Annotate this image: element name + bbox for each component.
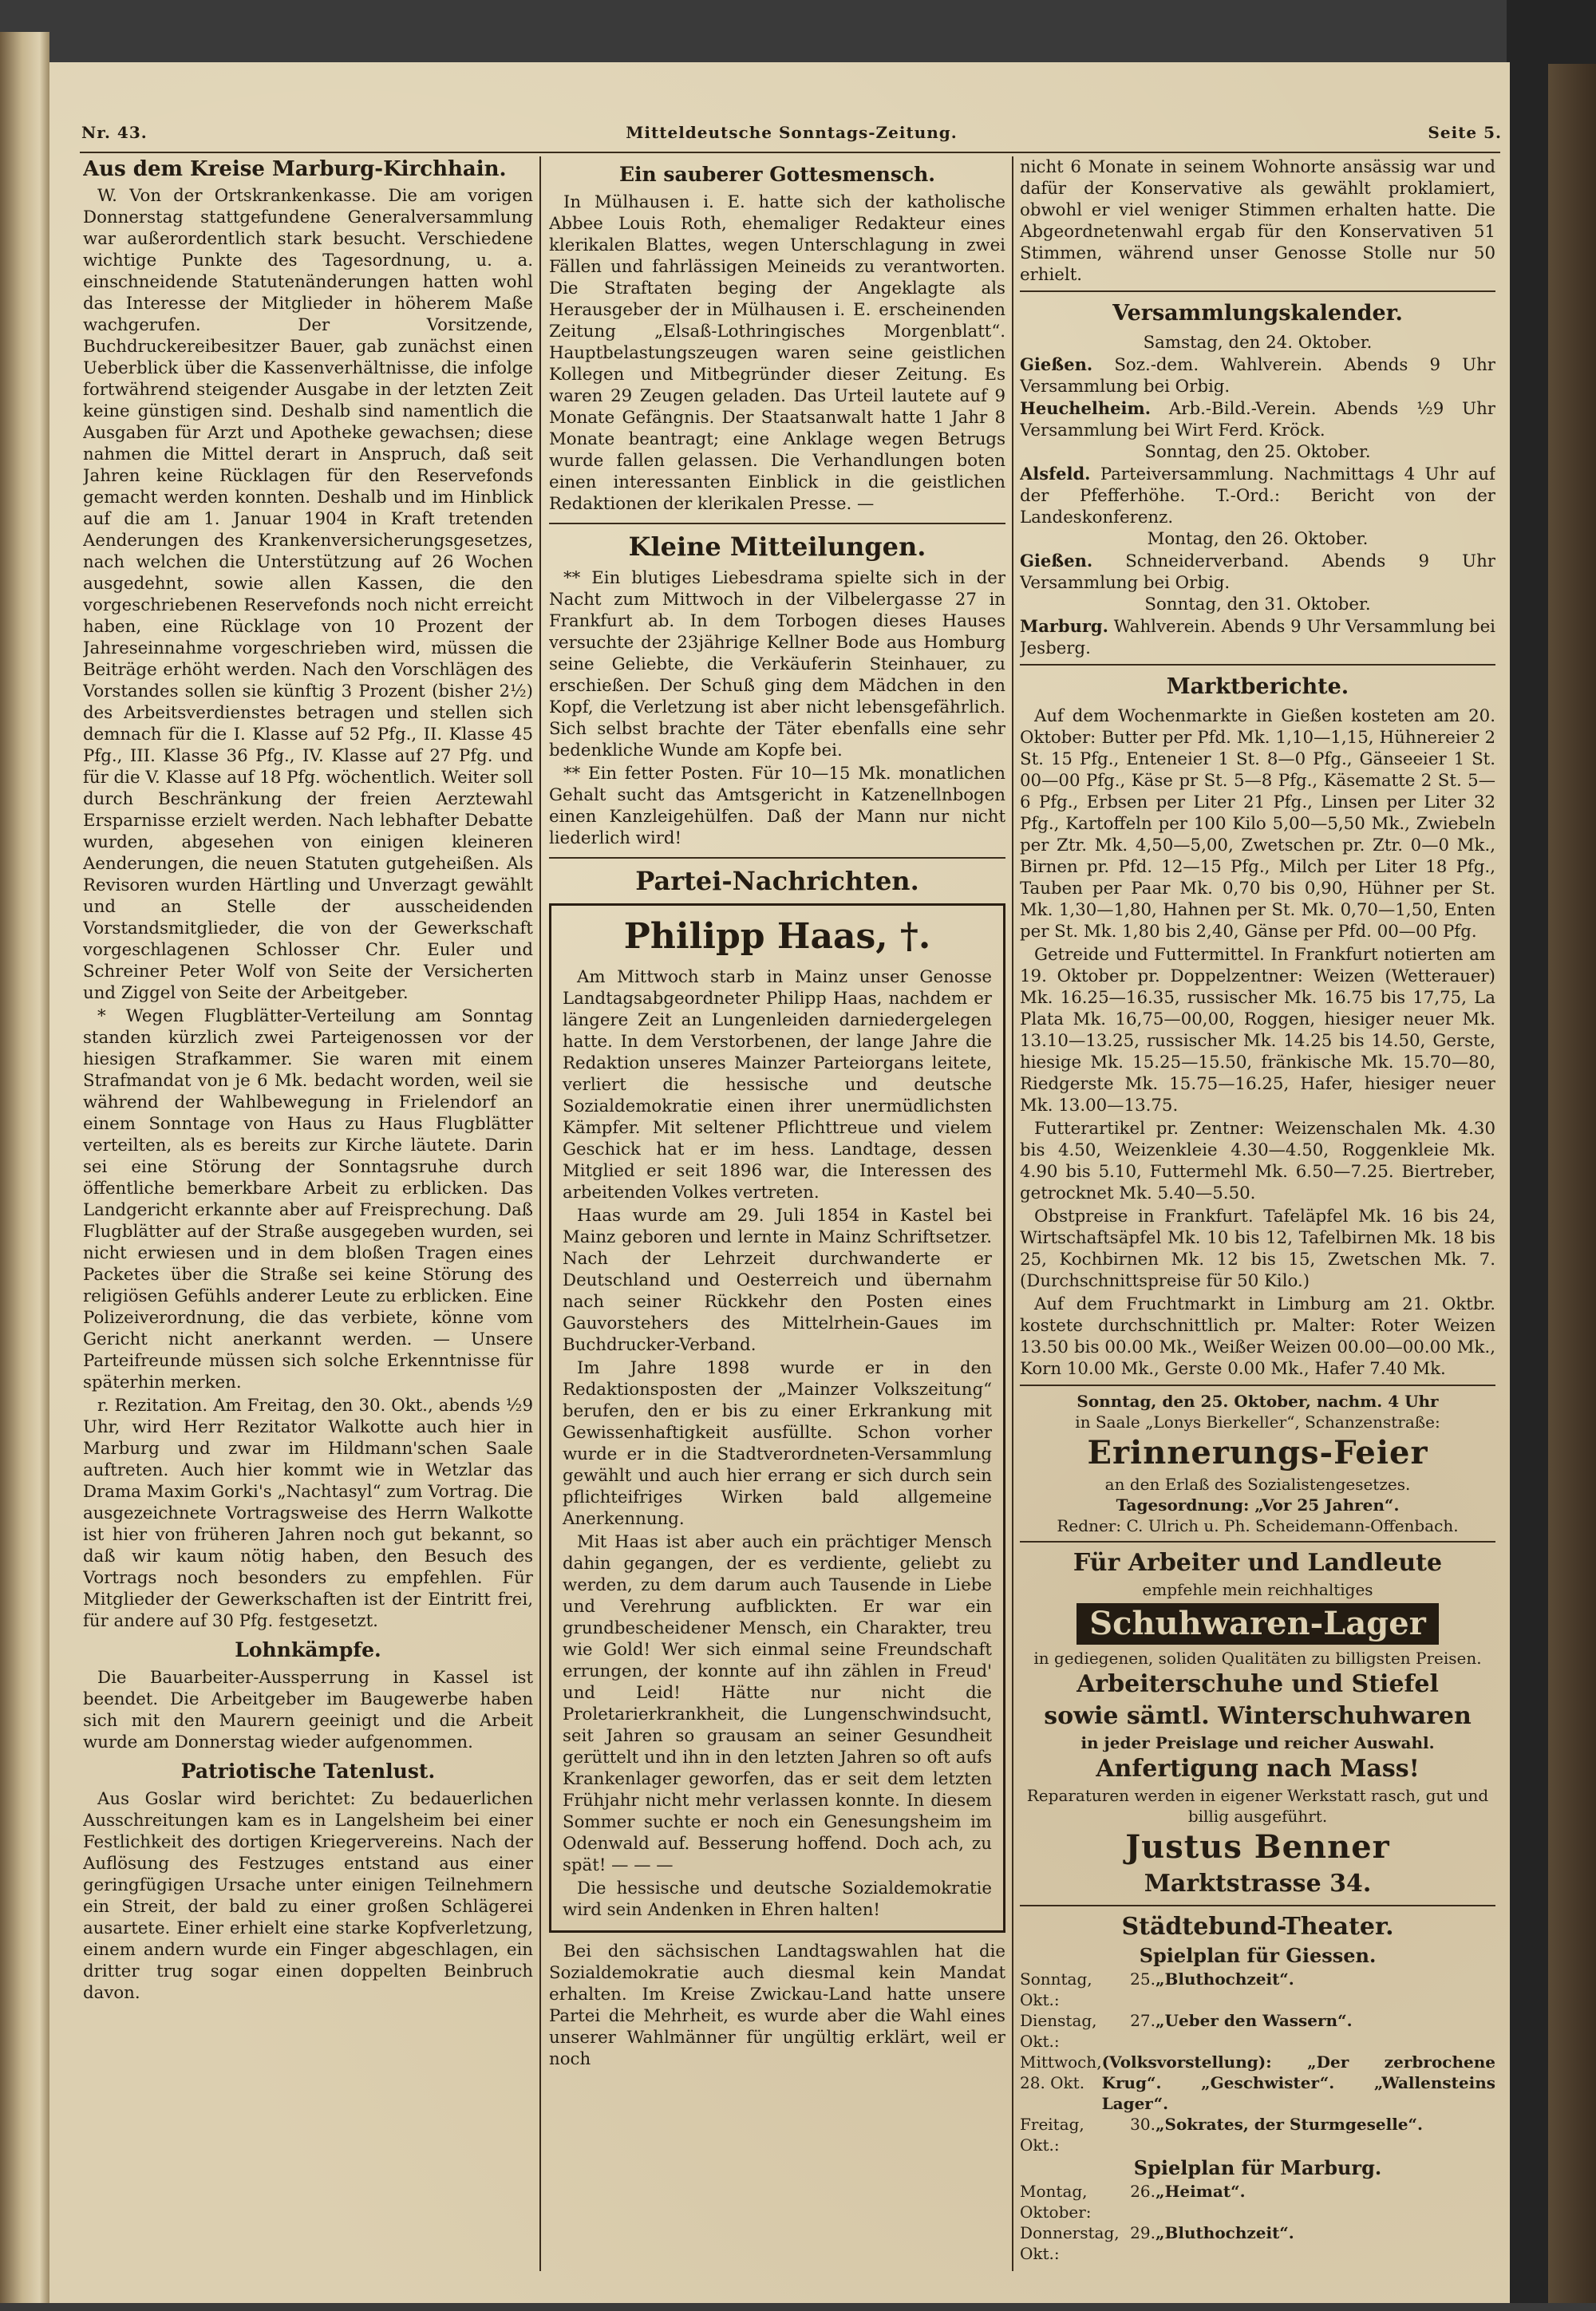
calendar-date: Sonntag, den 25. Oktober. — [1144, 442, 1371, 462]
article-liebesdrama: ** Ein blutiges Liebesdrama spielte sich in der Nacht zum Mittwoch in der Vilbelergasse 27 in Frankfurt ab. In dem Torbogen dieses Hauses versuchte der 23jährige Kellner Bode aus Homburg seine Geliebte, die Verkäuferin Steinhauer, zu erschießen. Der Schuß ging dem Mädchen in den Kopf, die Verletzung ist aber nicht lebensgefährlich. Sich selbst brachte der Täter ebenfalls eine sehr bedenkliche Wunde am Kopfe bei. — [549, 568, 1005, 760]
calendar-date: Sonntag, den 31. Oktober. — [1144, 595, 1371, 614]
ad-line: in gediegenen, soliden Qualitäten zu billigsten Preisen. — [1033, 1649, 1482, 1668]
heading-kleine-mitteilungen: Kleine Mitteilungen. — [549, 523, 1005, 563]
theater-date: Dienstag, 27. Okt.: — [1020, 2011, 1156, 2051]
obituary-box — [549, 903, 1005, 1933]
theater-date: Sonntag, 25. Okt.: — [1020, 1969, 1156, 2009]
calendar-date: Samstag, den 24. Oktober. — [1143, 333, 1373, 353]
obituary-paragraph: Im Jahre 1898 wurde er in den Redaktionsposten der „Mainzer Volkszeitung“ berufen, den er bis zu einer Erkrankung mit Gewissenhaftigkeit ausfüllte. Schon vorher wurde er in die Stadtverordneten-Versammlung gewählt und auch hier errang er sich durch sein pflichteifriges Wirken bald allgemeine Anerkennung. — [563, 1358, 992, 1529]
issue-number: Nr. 43. — [81, 123, 148, 142]
header-rule — [80, 152, 1500, 153]
calendar-text: Parteiversammlung. Nachmittags 4 Uhr auf der Pfefferhöhe. T.-Ord.: Bericht von der Landeskonferenz. — [1020, 464, 1495, 527]
column-middle — [549, 156, 1005, 2311]
previous-page-edge — [0, 32, 49, 2303]
divider — [1020, 664, 1495, 666]
theater-play: „Heimat“. — [1156, 2182, 1246, 2201]
ad-line: in Saale „Lonys Bierkeller“, Schanzenstraße: — [1075, 1412, 1440, 1432]
market-report: Futterartikel pr. Zentner: Weizenschalen Mk. 4.30 bis 4.50, Weizenkleie 4.30—4.50, Roggenkleie Mk. 4.90 bis 5.10, Futtermehl Mk. 6.50—7.25. Biertreber, getrocknet Mk. 5.40—5.50. — [1020, 1119, 1495, 1203]
calendar-text: Schneiderverband. Abends 9 Uhr Versammlung bei Orbig. — [1020, 551, 1495, 593]
ad-line: Sonntag, den 25. Oktober, nachm. 4 Uhr — [1077, 1392, 1439, 1411]
market-report: Obstpreise in Frankfurt. Tafeläpfel Mk. 16 bis 24, Wirtschaftsäpfel Mk. 10 bis 12, Tafelbirnen Mk. 18 bis 25, Kochbirnen Mk. 12 bis 15, Zwetschen Mk. 7. (Durchschnittspreise für 50 Kilo.) — [1020, 1207, 1495, 1291]
page-number: Seite 5. — [1428, 123, 1502, 142]
theater-play: „Bluthochzeit“. — [1156, 1969, 1294, 1989]
ad-line: Tagesordnung: „Vor 25 Jahren“. — [1116, 1495, 1400, 1515]
theater-row — [1020, 2181, 1495, 2222]
column-rule — [539, 156, 541, 2271]
ad-address: Marktstrasse 34. — [1144, 1870, 1372, 1898]
ad-title: Erinnerungs-Feier — [1087, 1434, 1428, 1472]
calendar-place: Gießen. — [1020, 354, 1093, 374]
divider — [1020, 1385, 1495, 1386]
calendar-entry — [1020, 397, 1495, 441]
ad-merchant-name: Justus Benner — [1125, 1828, 1390, 1866]
ad-line: an den Erlaß des Sozialistengesetzes. — [1104, 1475, 1411, 1494]
article-patriotische-tatenlust: Aus Goslar wird berichtet: Zu bedauerlichen Ausschreitungen kam es in Langelsheim bei einer Festlichkeit des dortigen Kriegervereins. Nach der Auflösung des Festzuges entstand aus einer geringfügigen Ursache unter einigen Teilnehmern ein Streit, der bald zu einer großen Schlägerei ausartete. Einer erhielt eine starke Kopfverletzung, einem andern wurde ein Finger abgeschlagen, ein dritter trug sogar einen doppelten Beinbruch davon. — [83, 1789, 533, 2003]
theater-subtitle: Spielplan für Marburg. — [1133, 2156, 1382, 2179]
theater-row — [1020, 2010, 1495, 2052]
theater-program — [1020, 1911, 1495, 2264]
ad-line: sowie sämtl. Winterschuhwaren — [1044, 1702, 1472, 1730]
heading-patriotische-tatenlust: Patriotische Tatenlust. — [180, 1760, 436, 1783]
theater-date: Donnerstag, 29. Okt.: — [1020, 2223, 1156, 2263]
heading-lohnkaempfe: Lohnkämpfe. — [235, 1638, 381, 1661]
column-right — [1020, 156, 1495, 2311]
theater-play: „Ueber den Wassern“. — [1156, 2011, 1353, 2030]
theater-title: Städtebund-Theater. — [1121, 1913, 1394, 1941]
ad-line: Anfertigung nach Mass! — [1096, 1755, 1420, 1783]
theater-subtitle: Spielplan für Giessen. — [1139, 1944, 1377, 1967]
heading-versammlungskalender: Versammlungskalender. — [1112, 301, 1403, 326]
obituary-paragraph: Mit Haas ist aber auch ein prächtiger Mensch dahin gegangen, der es verdiente, geliebt zu werden, zu dem darum auch Tausende in Liebe und Verehrung aufblickten. Er war ein grundbescheidener Mensch, ein Charakter, treu wie Gold! Wer sich einmal seine Freundschaft errungen, der konnte auf ihn zählen in Freud' und Leid! Hätte nur nicht die Proletarierkrankheit, die Lungenschwindsucht, seit Jahren so grausam an seiner Gesundheit gerüttelt und ihn in den letzten Jahren so oft aufs Krankenlager geworfen, das er seit dem letzten Frühjahr nicht mehr verlassen konnte. In diesem Sommer suchte er noch ein Genesungsheim im Odenwald auf. Besserung hoffend. Doch ach, zu spät! — — — — [563, 1532, 992, 1875]
obituary-paragraph: Die hessische und deutsche Sozialdemokratie wird sein Andenken in Ehren halten! — [563, 1878, 992, 1920]
theater-row — [1020, 2222, 1495, 2264]
obituary-paragraph: Haas wurde am 29. Juli 1854 in Kastel bei Mainz geboren und lernte in Mainz Schriftsetzer. Nach der Lehrzeit durchwanderte er Deutschland und Oesterreich und übernahm nach seiner Rückkehr den Posten eines Gauvorstehers des Mittelrhein-Gaues im Buchdrucker-Verband. — [563, 1206, 992, 1355]
divider — [1020, 1905, 1495, 1906]
ad-line: Redner: C. Ulrich u. Ph. Scheidemann-Offenbach. — [1057, 1516, 1459, 1535]
ad-line: Arbeiterschuhe und Stiefel — [1077, 1670, 1439, 1698]
heading-partei-nachrichten: Partei-Nachrichten. — [549, 857, 1005, 897]
book-cover-edge — [1548, 64, 1596, 2303]
ad-schuhwaren — [1020, 1547, 1495, 1900]
article-gottesmensch: In Mülhausen i. E. hatte sich der katholische Abbee Louis Roth, ehemaliger Redakteur eines klerikalen Blattes, wegen Unterschlagung in zwei Fällen und fahrlässigen Meineids zu verantworten. Die Straftaten beging der Angeklagte als Herausgeber der in Mülhausen i. E. erscheinenden Zeitung „Elsaß-Lothringisches Morgenblatt“. Hauptbelastungszeugen waren seine geistlichen Kollegen und Mitbegründer dieser Zeitung. Es waren 29 Zeugen geladen. Das Urteil lautete auf 9 Monate Gefängnis. Der Staatsanwalt hatte 1 Jahr 8 Monate beantragt; eine Anklage wegen Betrugs wurde fallen gelassen. Die Verhandlungen boten einen interessanten Einblick in die geistlichen Redaktionen der klerikalen Presse. — — [549, 192, 1005, 514]
theater-play: „Sokrates, der Sturmgeselle“. — [1156, 2115, 1423, 2134]
obituary-title: Philipp Haas, †. — [623, 916, 931, 957]
calendar-entry — [1020, 354, 1495, 397]
ad-line: Für Arbeiter und Landleute — [1073, 1549, 1443, 1577]
newspaper-title: Mitteldeutsche Sonntags-Zeitung. — [626, 123, 958, 142]
column-left — [83, 156, 533, 2311]
market-report: Auf dem Fruchtmarkt in Limburg am 21. Oktbr. kostete durchschnittlich pr. Malter: Roter Weizen 13.50 bis 00.00 Mk., Weißer Weizen 00.00—00.00 Mk., Korn 10.00 Mk., Gerste 0.00 Mk., Hafer 7.40 Mk. — [1020, 1294, 1495, 1379]
calendar-entry — [1020, 550, 1495, 594]
theater-play: „Bluthochzeit“. — [1156, 2223, 1294, 2242]
theater-date: Mittwoch, 28. Okt. — [1020, 2052, 1102, 2092]
market-report: Auf dem Wochenmarkte in Gießen kosteten am 20. Oktober: Butter per Pfd. Mk. 1,10—1,15, Hühnereier 2 St. 15 Pfg., Enteneier 1 St. 8—0 Pfg., Gänseeier 1 St. 00—00 Pfg., Käse pr St. 5—8 Pfg., Käsematte 2 St. 5—6 Pfg., Erbsen per Liter 21 Pfg., Linsen per Liter 32 Pfg., Kartoffeln per 100 Kilo 5,00—5,50 Mk., Zwiebeln per Ztr. Mk. 4,50—5,00, Zwetschen pr. Ztr. 0—0 Mk., Birnen pr. Pfd. 12—15 Pfg., Milch per Liter 18 Pfg., Tauben per Paar Mk. 0,70 bis 0,90, Hühner per St. Mk. 1,30—1,80, Hahnen per St. Mk. 0,70—1,50, Enten per St. Mk. 1,80 bis 2,40, Gänse per Pfd. 00—00 Pfg. — [1020, 706, 1495, 942]
calendar-place: Marburg. — [1020, 616, 1108, 636]
ad-erinnerungsfeier — [1020, 1391, 1495, 1536]
calendar-place: Heuchelheim. — [1020, 398, 1152, 418]
article-ortskrankenkasse: W. Von der Ortskrankenkasse. Die am vorigen Donnerstag stattgefundene Generalversammlung war außerordentlich stark besucht. Verschiedene wichtige Punkte des Tagesordnung, u. a. einschneidende Statutenänderungen hatten wohl das Interesse der Mitglieder in höherem Maße wachgerufen. Der Vorsitzende, Buchdruckereibesitzer Bauer, gab zunächst einen Ueberblick über die Kassenverhältnisse, die infolge fortwährend steigender Ausgabe in der letzten Zeit keine günstigen sind. Deshalb sind namentlich die Ausgaben für Arzt und Apotheke gewachsen; diese nahmen die Mittel derart in Anspruch, daß seit Jahren keine Rücklagen für den Reservefonds gemacht werden konnten. Deshalb und im Hinblick auf die am 1. Januar 1904 in Kraft tretenden Aenderungen des Krankenversicherungsgesetzes, nach welchen die Unterstützung auf 26 Wochen ausgedehnt, sowie allen Kassen, die den vorgeschriebenen Reservefonds noch nicht erreicht haben, eine Rücklage von 10 Prozent der Jahreseinnahme vorgeschrieben wird, müssen die Beiträge erhöht werden. Nach den Vorschlägen des Vorstandes sollen sie künftig 3 Prozent (bisher 2½) des Arbeitsverdienstes betragen und stellen sich demnach für die I. Klasse auf 52 Pfg., II. Klasse 45 Pfg., III. Klasse 36 Pfg., IV. Klasse auf 27 Pfg. und für die V. Klasse auf 18 Pfg. wöchentlich. Weiter soll durch Beschränkung der freien Aerztewahl Ersparnisse erzielt werden. Nach lebhafter Debatte wurden, abgesehen von einigen kleineren Aenderungen, die neuen Statuten gutgeheißen. Als Revisoren wurden Härtling und Unverzagt gewählt und an Stelle der ausscheidenden Vorstandsmitglieder, die von der Gewerkschaft vorgeschlagenen Schlosser Chr. Euler und Schreiner Peter Wolf von Seite der Versicherten und Ziggel von Seite der Arbeitgeber. — [83, 186, 533, 1003]
theater-play: (Volksvorstellung): „Der zerbrochene Krug“. „Geschwister“. „Wallensteins Lager“. — [1101, 2052, 1495, 2113]
calendar-entry — [1020, 615, 1495, 659]
heading-marktberichte: Marktberichte. — [1166, 674, 1349, 699]
market-report: Getreide und Futtermittel. In Frankfurt notierten am 19. Oktober pr. Doppelzentner: Weizen (Wetterauer) Mk. 16.25—16.35, russischer Mk. 16.75 bis 17,75, La Plata Mk. 16,75—00,00, Roggen, hiesiger neuer Mk. 13.10—13.25, russischer Mk. 14.25 bis 14.50, Gerste, hiesige Mk. 15.25—15.50, fränkische Mk. 15.70—80, Riedgerste Mk. 15.75—16.25, Hafer, hiesiger neuer Mk. 13.00—13.75. — [1020, 945, 1495, 1116]
theater-row — [1020, 2052, 1495, 2114]
divider — [1020, 1541, 1495, 1543]
theater-row — [1020, 1969, 1495, 2010]
theater-date: Montag, 26. Oktober: — [1020, 2182, 1156, 2222]
calendar-place: Gießen. — [1020, 551, 1093, 571]
calendar-text: Arb.-Bild.-Verein. Abends ½9 Uhr Versammlung bei Wirt Ferd. Kröck. — [1020, 399, 1495, 440]
article-landtagswahlen: Bei den sächsischen Landtagswahlen hat die Sozialdemokratie auch diesmal kein Mandat erhalten. Im Kreise Zwickau-Land hatte unsere Partei die Mehrheit, es wurde aber die Wahl eines unserer Wahlmänner für ungültig erklärt, weil er noch — [549, 1942, 1005, 2069]
ad-banner: Schuhwaren-Lager — [1077, 1603, 1439, 1645]
ad-line: Reparaturen werden in eigener Werkstatt rasch, gut und billig ausgeführt. — [1026, 1786, 1489, 1826]
meeting-calendar — [1020, 332, 1495, 659]
calendar-entry — [1020, 463, 1495, 528]
article-landtagswahlen-continued: nicht 6 Monate in seinem Wohnorte ansässig war und dafür der Konservative als gewählt proklamiert, obwohl er viel weniger Stimmen erhalten hatte. Die Abgeordnetenwahl ergab für den Konservativen 51 Stimmen, während unser Genosse Stolle nur 50 erhielt. — [1020, 157, 1495, 285]
page-header — [81, 123, 1502, 147]
article-rezitation: r. Rezitation. Am Freitag, den 30. Okt., abends ½9 Uhr, wird Herr Rezitator Walkotte auch hier in Marburg und zwar im Hildmann'schen Saale auftreten. Auch hier kommt wie in Wetzlar das Drama Maxim Gorki's „Nachtasyl“ zum Vortrag. Die ausgezeichnete Vortragsweise des Herrn Walkotte ist hier von früheren Jahren noch gut bekannt, so daß wir kaum nötig haben, den Besuch des Vortrags noch besonders zu empfehlen. Für Mitglieder der Gewerkschaften ist der Eintritt frei, für andere auf 30 Pfg. festgesetzt. — [83, 1396, 533, 1631]
theater-date: Freitag, 30. Okt.: — [1020, 2115, 1156, 2155]
calendar-text: Soz.-dem. Wahlverein. Abends 9 Uhr Versammlung bei Orbig. — [1020, 355, 1495, 397]
obituary-paragraph: Am Mittwoch starb in Mainz unser Genosse Landtagsabgeordneter Philipp Haas, nachdem er längere Zeit an Lungenleiden darniedergelegen hatte. In dem Verstorbenen, der lange Jahre die Redaktion unseres Mainzer Parteiorgans leitete, verliert die hessische und deutsche Sozialdemokratie einen ihrer unermüdlichsten Kämpfer. Mit seltener Pflichttreue und vielem Geschick hat er im hess. Landtage, dessen Mitglied er seit 1896 war, die Interessen des arbeitenden Volkes vertreten. — [563, 967, 992, 1203]
column-rule — [1012, 156, 1013, 2271]
calendar-place: Alsfeld. — [1020, 464, 1091, 484]
ad-line: in jeder Preislage und reicher Auswahl. — [1080, 1733, 1435, 1752]
ad-line: empfehle mein reichhaltiges — [1142, 1580, 1373, 1599]
article-fetter-posten: ** Ein fetter Posten. Für 10—15 Mk. monatlichen Gehalt sucht das Amtsgericht in Katzenellnbogen einen Kanzleigehülfen. Daß der Mann nur nicht liederlich wird! — [549, 764, 1005, 848]
divider — [1020, 290, 1495, 292]
calendar-date: Montag, den 26. Oktober. — [1147, 529, 1369, 549]
article-flugblaetter: * Wegen Flugblätter-Verteilung am Sonntag standen kürzlich zwei Parteigenossen vor der hiesigen Strafkammer. Sie waren mit einem Strafmandat von je 6 Mk. bedacht worden, weil sie während der Wahlbewegung in Frielendorf an einem Sonntage von Haus zu Haus Flugblätter verteilten, als es bereits zur Kirche läutete. Darin sei eine Störung der Sonntagsruhe durch öffentliche bemerkbare Arbeit zu erblicken. Das Landgericht erkannte aber auf Freisprechung. Daß Flugblätter auf der Straße ausgegeben wurden, sei nicht erwiesen und in dem bloßen Tragen eines Packetes über die Straße sei keine Störung des religiösen Gefühls anderer Leute zu erblicken. Eine Polizeiverordnung, die das verbiete, könne vom Gericht nicht anerkannt werden. — Unsere Parteifreunde müssen sich solche Erkenntnisse für späterhin merken. — [83, 1006, 533, 1393]
article-lohnkaempfe: Die Bauarbeiter-Aussperrung in Kassel ist beendet. Die Arbeitgeber im Baugewerbe haben sich mit den Maurern geeinigt und die Arbeit wurde am Donnerstag wieder aufgenommen. — [83, 1668, 533, 1752]
theater-row — [1020, 2114, 1495, 2155]
calendar-text: Wahlverein. Abends 9 Uhr Versammlung bei Jesberg. — [1020, 617, 1495, 658]
section-heading-marburg: Aus dem Kreise Marburg-Kirchhain. — [83, 157, 507, 181]
heading-gottesmensch: Ein sauberer Gottesmensch. — [618, 163, 936, 186]
newspaper-page — [49, 62, 1510, 2303]
